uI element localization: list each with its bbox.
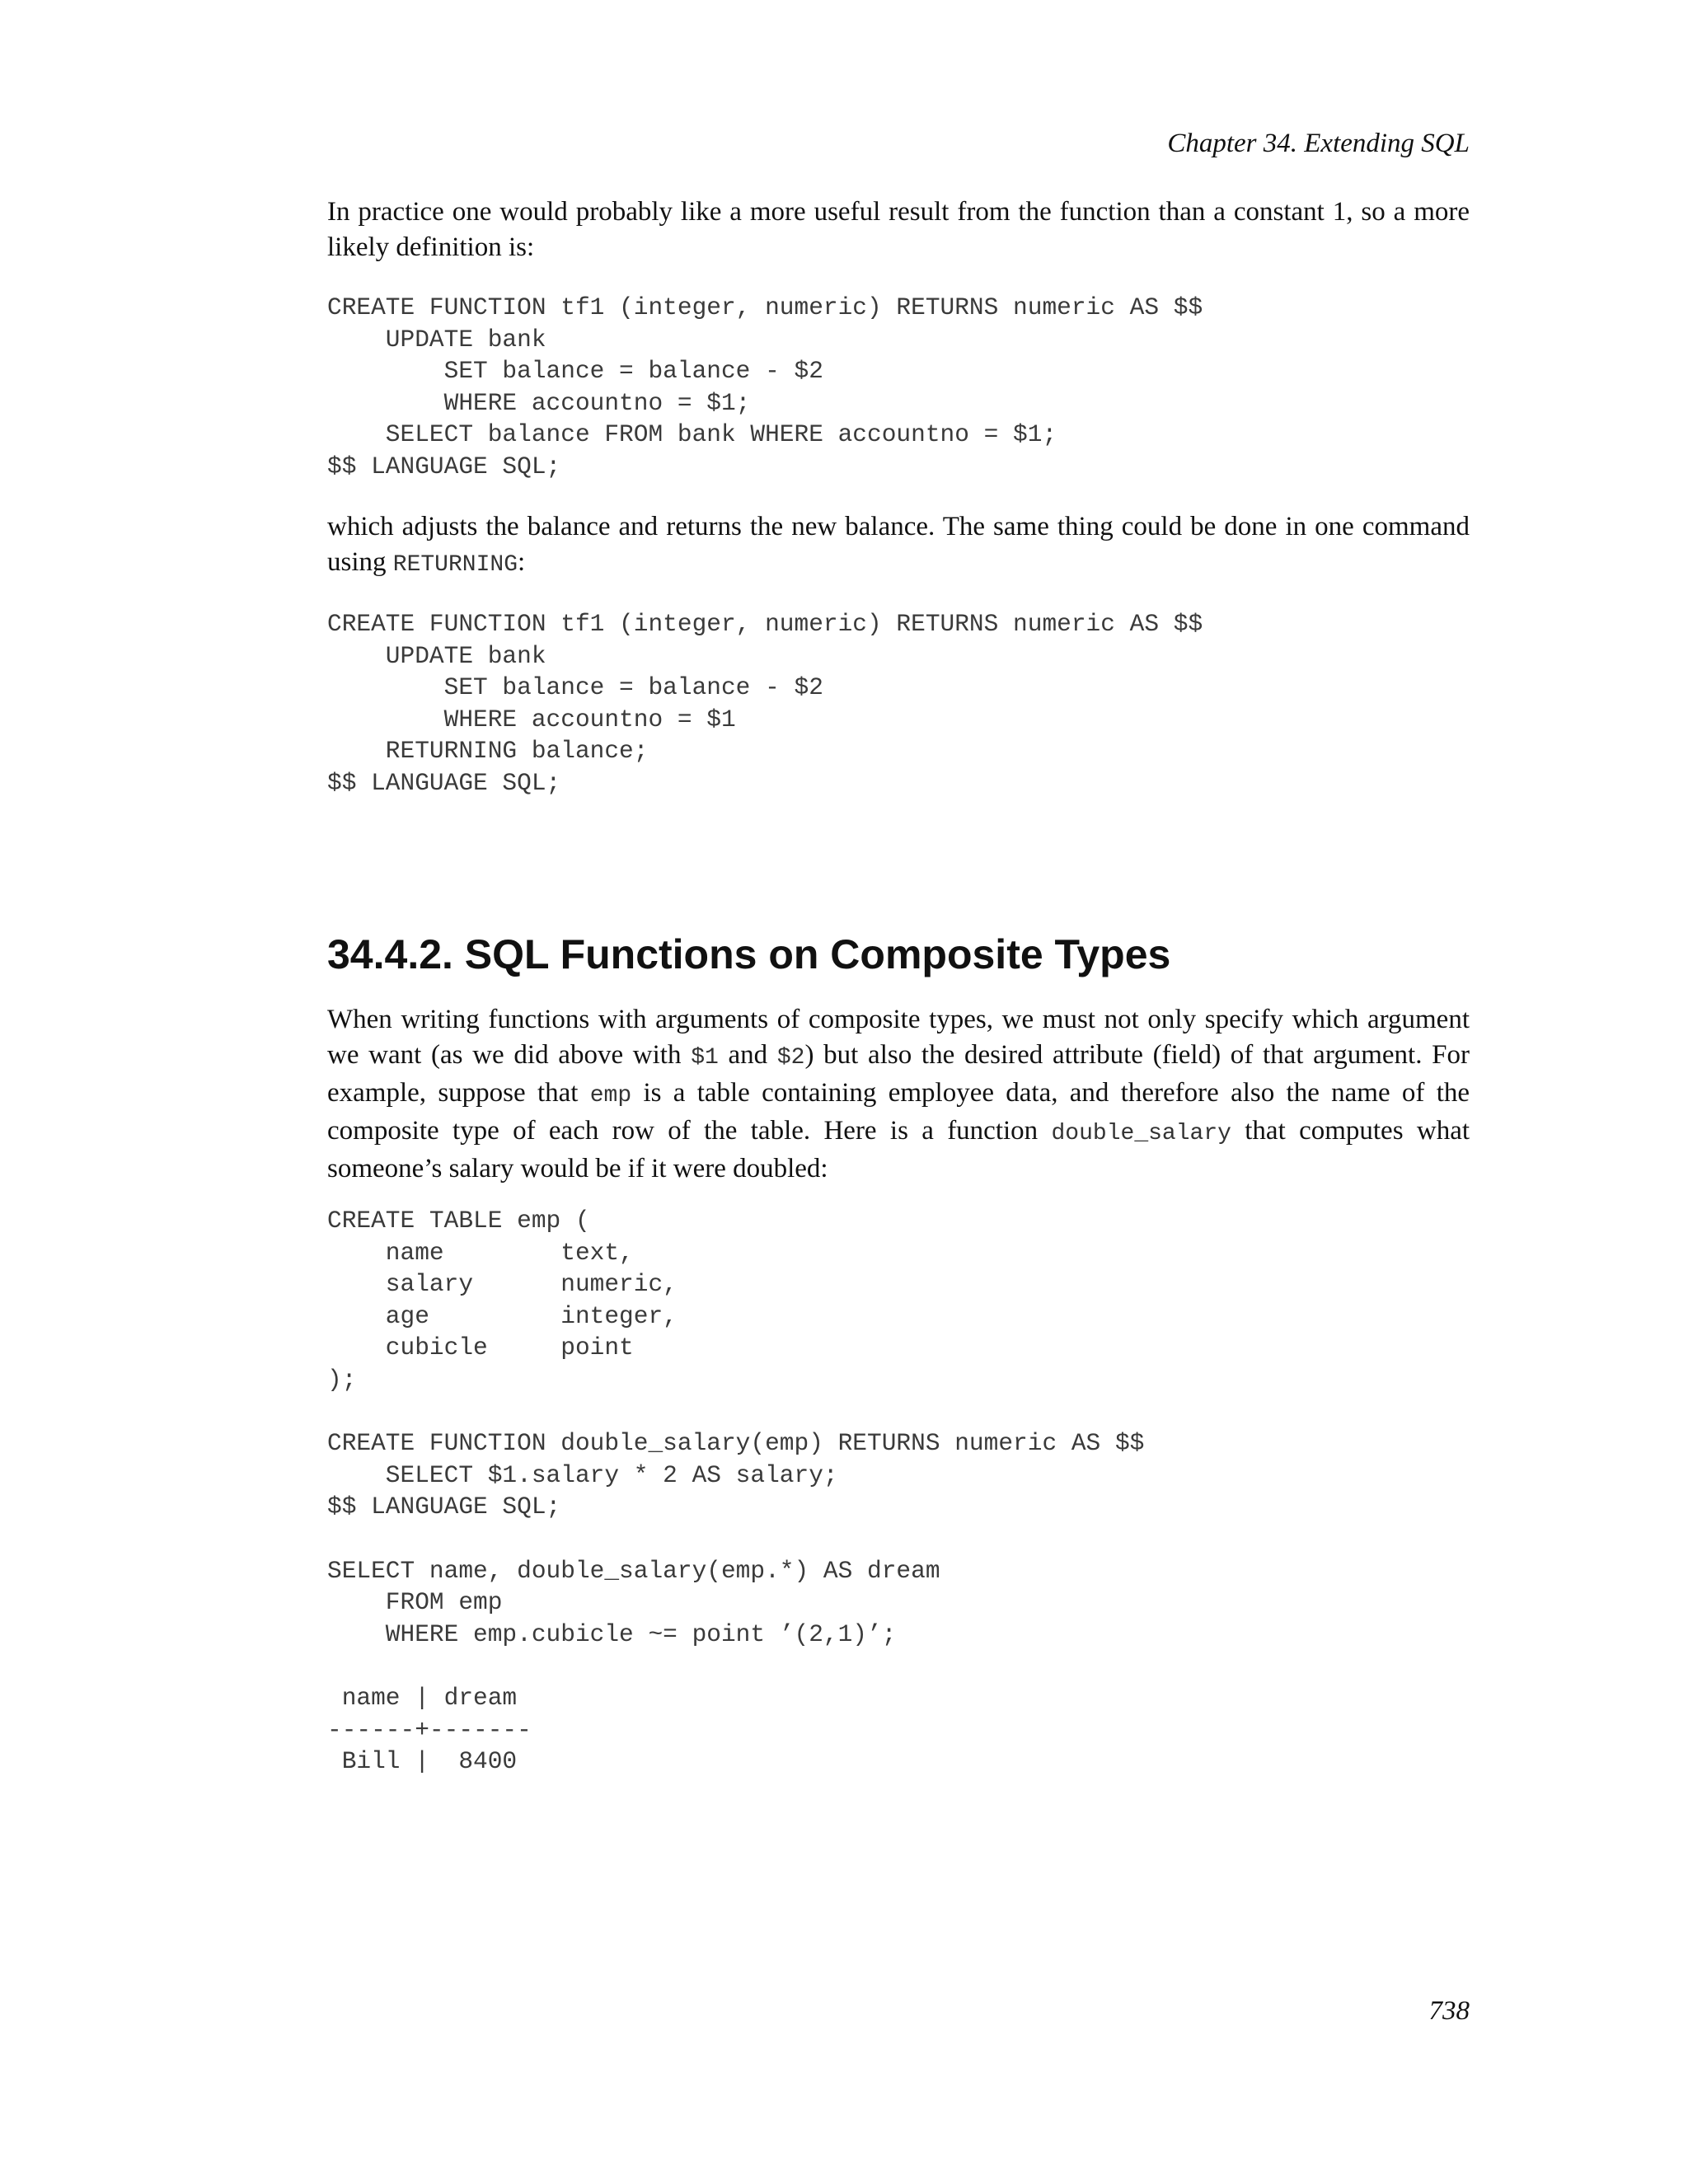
- paragraph-text-2: and: [718, 1040, 777, 1070]
- paragraph-intro: In practice one would probably like a more useful result from the function than a constant 1, so a more likely definition is:: [327, 197, 1470, 262]
- code-block-tf1-select: CREATE FUNCTION tf1 (integer, numeric) RETURNS numeric AS $$ UPDATE bank SET balance = balance - $2 WHERE accountno = $1; SELECT balance FROM bank WHERE accountno = $1; $$ LANGUAGE SQL;: [327, 293, 1203, 480]
- paragraph-text-1: When writing functions with arguments of composite types, we must not only specify which argument we want (as we did above with: [327, 1005, 1470, 1070]
- paragraph-text-5: that computes what someone’s salary would be if it were doubled:: [327, 1116, 1470, 1183]
- inline-code-emp: emp: [589, 1083, 632, 1108]
- paragraph-text-4: is a table containing employee data, and therefore also the name of the composite type of each row of the table. Here is a function: [327, 1078, 1470, 1146]
- page-number: 738: [1428, 1996, 1470, 2026]
- inline-code-arg1: $1: [691, 1045, 719, 1071]
- inline-code-returning: RETURNING: [392, 552, 518, 578]
- code-block-tf1-returning: CREATE FUNCTION tf1 (integer, numeric) RETURNS numeric AS $$ UPDATE bank SET balance = balance - $2 WHERE accountno = $1 RETURNING balance; $$ LANGUAGE SQL;: [327, 610, 1203, 797]
- paragraph-returning-text: which adjusts the balance and returns the new balance. The same thing could be done in one command using: [327, 512, 1470, 577]
- section-heading: 34.4.2. SQL Functions on Composite Types: [327, 931, 1171, 977]
- code-block-emp-example: CREATE TABLE emp ( name text, salary numeric, age integer, cubicle point ); CREATE FUNCTION double_salary(emp) RETURNS numeric AS $$ SELECT $1.salary * 2 AS salary; $$ LANGUAGE SQL; SELECT name, double_salary(emp.*) AS dream FROM emp WHERE emp.cubicle ~= point ’(2,1)’; name | dream ------+------- Bill | 8400: [327, 1207, 1145, 1776]
- paragraph-returning-colon: :: [518, 547, 526, 577]
- paragraph-returning: [327, 509, 1470, 583]
- running-header: Chapter 34. Extending SQL: [1167, 129, 1470, 158]
- document-page: [327, 0, 1470, 2184]
- paragraph-text-3: ) but also the desired attribute (field) of that argument. For example, suppose that: [327, 1040, 1470, 1108]
- paragraph-composite-types: [327, 1002, 1470, 1187]
- inline-code-double-salary: double_salary: [1051, 1121, 1231, 1146]
- inline-code-arg2: $2: [776, 1045, 805, 1071]
